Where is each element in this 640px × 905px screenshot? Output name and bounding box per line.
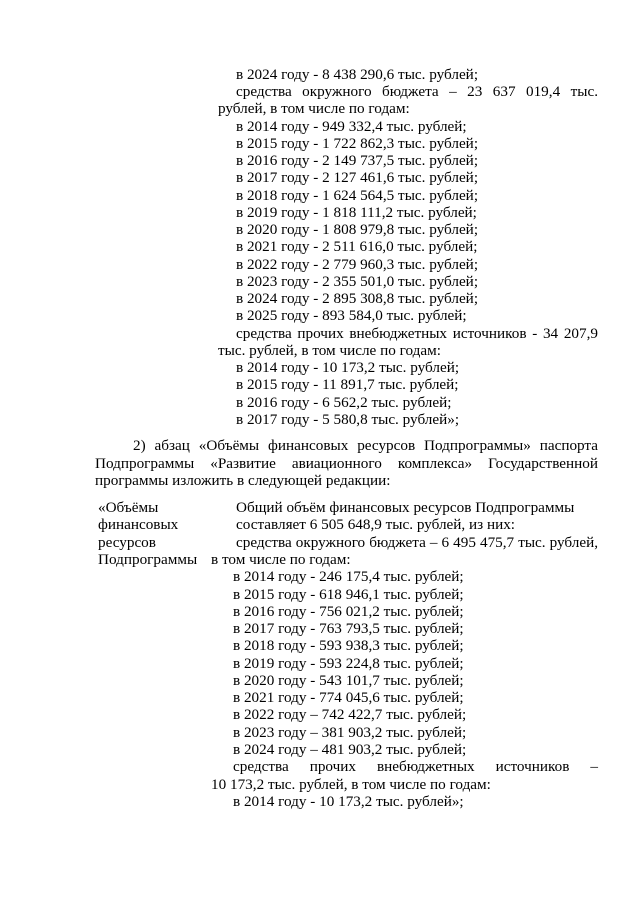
prev-okrug-year-2014: в 2014 году - 949 332,4 тыс. рублей; xyxy=(236,118,467,135)
new-okrug-year-2014: в 2014 году - 246 175,4 тыс. рублей; xyxy=(233,568,464,585)
prev-okrug-intro-line1: средства окружного бюджета – 23 637 019,4 тыс. xyxy=(236,83,598,100)
amendment-paragraph-line2: Подпрограммы «Развитие авиационного комплекса» Государственной xyxy=(95,455,598,472)
new-okrug-year-2020: в 2020 году - 543 101,7 тыс. рублей; xyxy=(233,672,464,689)
new-okrug-year-2019: в 2019 году - 593 224,8 тыс. рублей; xyxy=(233,655,464,672)
prev-okrug-year-2024: в 2024 году - 2 895 308,8 тыс. рублей; xyxy=(236,290,479,307)
prev-other-year-2016: в 2016 году - 6 562,2 тыс. рублей; xyxy=(236,394,452,411)
prev-2024-total-line: в 2024 году - 8 438 290,6 тыс. рублей; xyxy=(236,66,479,83)
prev-okrug-year-2025: в 2025 году - 893 584,0 тыс. рублей; xyxy=(236,307,467,324)
new-okrug-year-2016: в 2016 году - 756 021,2 тыс. рублей; xyxy=(233,603,464,620)
new-okrug-year-2024: в 2024 году – 481 903,2 тыс. рублей; xyxy=(233,741,467,758)
section-label-line3: ресурсов xyxy=(98,534,156,551)
amendment-paragraph-line3: программы изложить в следующей редакции: xyxy=(95,472,391,489)
prev-other-year-2014: в 2014 году - 10 173,2 тыс. рублей; xyxy=(236,359,460,376)
new-okrug-year-2018: в 2018 году - 593 938,3 тыс. рублей; xyxy=(233,637,464,654)
prev-okrug-year-2019: в 2019 году - 1 818 111,2 тыс. рублей; xyxy=(236,204,477,221)
section-label-line4: Подпрограммы xyxy=(98,551,198,568)
new-okrug-year-2021: в 2021 году - 774 045,6 тыс. рублей; xyxy=(233,689,464,706)
section-label-line1: «Объёмы xyxy=(98,499,159,516)
new-okrug-year-2017: в 2017 году - 763 793,5 тыс. рублей; xyxy=(233,620,464,637)
section-label-line2: финансовых xyxy=(98,516,179,533)
prev-other-intro-line2: тыс. рублей, в том числе по годам: xyxy=(218,342,441,359)
prev-okrug-year-2016: в 2016 году - 2 149 737,5 тыс. рублей; xyxy=(236,152,479,169)
new-other-intro-line2: 10 173,2 тыс. рублей, в том числе по годам: xyxy=(211,776,491,793)
new-okrug-year-2022: в 2022 году – 742 422,7 тыс. рублей; xyxy=(233,706,467,723)
amendment-paragraph-line1: 2) абзац «Объёмы финансовых ресурсов Подпрограммы» паспорта xyxy=(133,437,598,454)
new-okrug-year-2023: в 2023 году – 381 903,2 тыс. рублей; xyxy=(233,724,467,741)
prev-okrug-year-2023: в 2023 году - 2 355 501,0 тыс. рублей; xyxy=(236,273,479,290)
new-other-year-2014: в 2014 году - 10 173,2 тыс. рублей»; xyxy=(233,793,464,810)
prev-okrug-intro-line2: рублей, в том числе по годам: xyxy=(218,100,410,117)
prev-okrug-year-2020: в 2020 году - 1 808 979,8 тыс. рублей; xyxy=(236,221,479,238)
prev-okrug-year-2021: в 2021 году - 2 511 616,0 тыс. рублей; xyxy=(236,238,478,255)
prev-okrug-year-2022: в 2022 году - 2 779 960,3 тыс. рублей; xyxy=(236,256,479,273)
new-okrug-intro-line1: средства окружного бюджета – 6 495 475,7 тыс. рублей, xyxy=(236,534,598,551)
prev-other-intro-line1: средства прочих внебюджетных источников - 34 207,9 xyxy=(236,325,598,342)
new-total-line2: составляет 6 505 648,9 тыс. рублей, из них: xyxy=(236,516,516,533)
new-okrug-intro-line2: в том числе по годам: xyxy=(211,551,351,568)
new-okrug-year-2015: в 2015 году - 618 946,1 тыс. рублей; xyxy=(233,586,464,603)
prev-other-year-2017: в 2017 году - 5 580,8 тыс. рублей»; xyxy=(236,411,460,428)
new-other-intro-line1: средства прочих внебюджетных источников – xyxy=(233,758,598,775)
prev-okrug-year-2018: в 2018 году - 1 624 564,5 тыс. рублей; xyxy=(236,187,479,204)
prev-other-year-2015: в 2015 году - 11 891,7 тыс. рублей; xyxy=(236,376,459,393)
prev-okrug-year-2015: в 2015 году - 1 722 862,3 тыс. рублей; xyxy=(236,135,479,152)
new-total-line1: Общий объём финансовых ресурсов Подпрограммы xyxy=(236,499,575,516)
prev-okrug-year-2017: в 2017 году - 2 127 461,6 тыс. рублей; xyxy=(236,169,479,186)
